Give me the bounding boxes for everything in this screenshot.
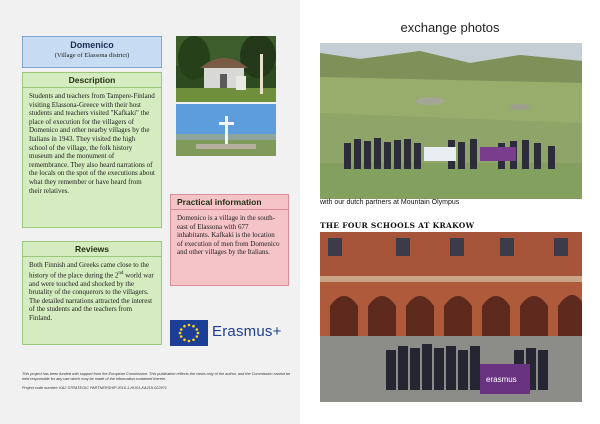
description-heading: Description <box>23 73 161 88</box>
village-title-box <box>22 36 162 68</box>
reviews-box <box>22 241 162 345</box>
memorial-cross-photo <box>176 104 276 156</box>
erasmus-logo <box>170 318 294 348</box>
krakow-banner-text: erasmus <box>486 375 517 384</box>
olympus-illustration <box>320 43 582 199</box>
village-title: Domenico <box>70 40 114 50</box>
cross-illustration <box>176 104 276 156</box>
reviews-text-part2: world war and were touched and shocked by the brutality of the conquerors to the villagers. The detailed narrations attracted the interest of the students and the teachers from Finland. <box>29 270 154 322</box>
reviews-heading: Reviews <box>23 242 161 257</box>
footer <box>22 372 292 391</box>
krakow-title: THE FOUR SCHOOLS AT KRAKOW <box>320 221 475 230</box>
reviews-text <box>23 257 161 326</box>
olympus-caption: with our dutch partners at Mountain Olympus <box>320 199 460 206</box>
chapel-illustration <box>176 36 276 102</box>
erasmus-logo-text: Erasmus+ <box>212 323 282 340</box>
reviews-text-part1: Both Finnish and Greeks came close to the history of the place during the 2 <box>29 261 149 279</box>
practical-info-box <box>170 194 289 286</box>
funding-disclaimer: This project has been funded with support from the European Commission. This publication reflects the views only of the author, and the Commission cannot be held responsible for any use which may be made of the information contained therein. <box>22 372 291 382</box>
reviews-superscript: nd <box>118 270 124 276</box>
project-code: Project code number: KA2 STRATEGIC PARTNERSHIP 2016-1-HU01-KA219-022971 <box>22 385 167 390</box>
practical-info-text: Domenico is a village in the south-east of Elassona with 677 inhabitants. Kafkaki is the location of execution of men from Domenico and other villages by the Italians. <box>177 214 280 257</box>
description-text: Students and teachers from Tampere-Finland visiting Elassona-Greece with their host students and teachers visited "Kafkaki" the place of execution for the villagers of Domenico and other nearby villages by the Italians in 1943. They visited the high school of the village, the folk history museum and the monument of remembrance. They also heard narrations of the locals on the spot of the executions about what they remember or have heard from their relatives. <box>29 92 155 195</box>
eu-flag-icon <box>170 320 208 346</box>
krakow-illustration <box>320 232 582 402</box>
chapel-photo <box>176 36 276 102</box>
exchange-photos-title: exchange photos <box>400 20 500 35</box>
krakow-group-photo <box>320 232 582 402</box>
description-box <box>22 72 162 228</box>
olympus-group-photo <box>320 43 582 199</box>
village-subtitle: (Village of Elassona district) <box>54 52 130 59</box>
practical-info-heading: Practical information <box>171 195 288 210</box>
